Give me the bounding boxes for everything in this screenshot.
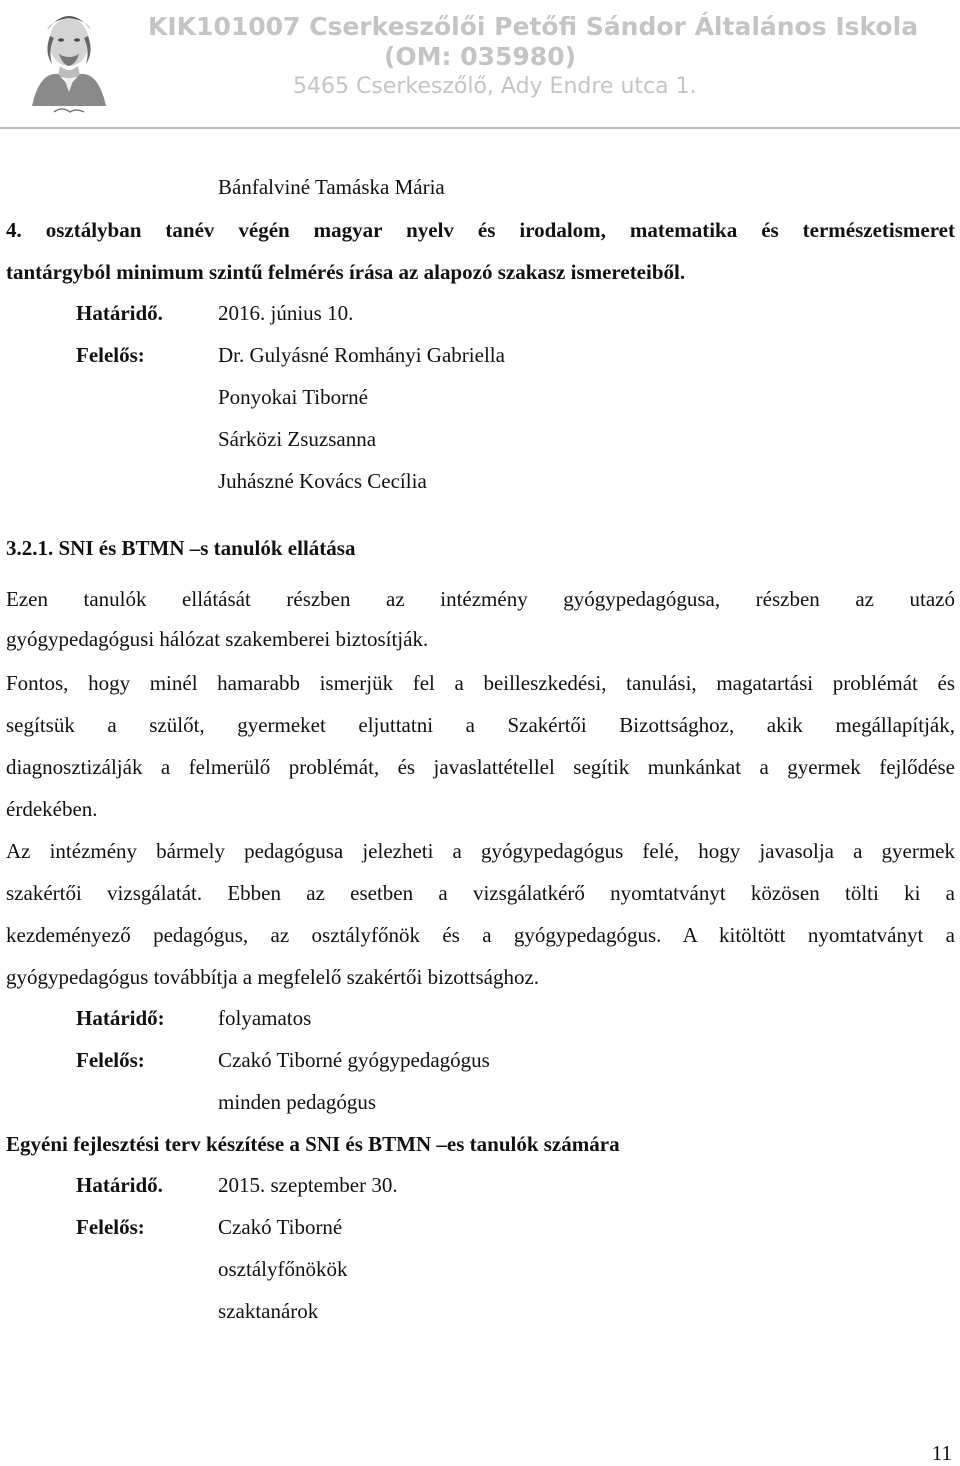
paragraph-line: gyógypedagógus továbbítja a megfelelő szakértői bizottsághoz. bbox=[6, 965, 540, 989]
responsible-item: Czakó Tiborné gyógypedagógus bbox=[218, 1048, 490, 1072]
responsible-item: Czakó Tiborné bbox=[218, 1215, 343, 1239]
responsible-item: Dr. Gulyásné Romhányi Gabriella bbox=[218, 343, 505, 367]
responsible-name-top: Bánfalviné Tamáska Mária bbox=[218, 175, 445, 199]
paragraph-line: kezdeményező pedagógus, az osztályfőnök és a gyógypedagógus. A kitöltött nyomtatványt a bbox=[6, 923, 955, 947]
paragraph-line: szakértői vizsgálatát. Ebben az esetben a vizsgálatkérő nyomtatványt közösen tölti ki a bbox=[6, 881, 955, 905]
deadline-value: 2016. június 10. bbox=[218, 301, 354, 325]
school-name: KIK101007 Cserkeszőlői Petőfi Sándor Általános Iskola bbox=[148, 12, 919, 41]
deadline-label: Határidő. bbox=[76, 1173, 163, 1197]
paragraph-line: Az intézmény bármely pedagógusa jelezheti a gyógypedagógus felé, hogy javasolja a gyermek bbox=[6, 839, 955, 863]
deadline-label: Határidő: bbox=[76, 1006, 165, 1030]
page-header bbox=[0, 0, 960, 130]
paragraph-line: gyógypedagógusi hálózat szakemberei biztosítják. bbox=[6, 627, 429, 651]
deadline-label: Határidő. bbox=[76, 301, 163, 325]
paragraph-line: Fontos, hogy minél hamarabb ismerjük fel a beilleszkedési, tanulási, magatartási problémát és bbox=[6, 671, 955, 695]
deadline-value: folyamatos bbox=[218, 1006, 312, 1030]
paragraph-line: Ezen tanulók ellátását részben az intézmény gyógypedagógusa, részben az utazó bbox=[6, 587, 955, 611]
section-heading: Egyéni fejlesztési terv készítése a SNI és BTMN –es tanulók számára bbox=[6, 1132, 620, 1156]
responsible-item: szaktanárok bbox=[218, 1299, 319, 1323]
paragraph-line: érdekében. bbox=[6, 797, 98, 821]
responsible-label: Felelős: bbox=[76, 343, 145, 367]
school-om-number: (OM: 035980) bbox=[383, 42, 577, 71]
responsible-item: minden pedagógus bbox=[218, 1090, 377, 1114]
page-number: 11 bbox=[931, 1441, 952, 1465]
task-line-2: tantárgyból minimum szintű felmérés írása az alapozó szakasz ismereteiből. bbox=[6, 260, 686, 284]
header-divider bbox=[0, 127, 960, 129]
paragraph-line: diagnosztizálják a felmerülő problémát, és javaslattétellel segítik munkánkat a gyermek fejlődése bbox=[6, 755, 955, 779]
responsible-label: Felelős: bbox=[76, 1048, 145, 1072]
section-heading: 3.2.1. SNI és BTMN –s tanulók ellátása bbox=[6, 536, 356, 560]
responsible-item: Juhászné Kovács Cecília bbox=[218, 469, 427, 493]
responsible-item: osztályfőnökök bbox=[218, 1257, 348, 1281]
school-address: 5465 Cserkeszőlő, Ady Endre utca 1. bbox=[293, 74, 697, 99]
deadline-value: 2015. szeptember 30. bbox=[218, 1173, 398, 1197]
paragraph-line: segítsük a szülőt, gyermeket eljuttatni a Szakértői Bizottsághoz, akik megállapítják, bbox=[6, 713, 955, 737]
task-line-1: 4. osztályban tanév végén magyar nyelv és irodalom, matematika és természetismeret bbox=[6, 218, 955, 242]
responsible-item: Ponyokai Tiborné bbox=[218, 385, 368, 409]
responsible-item: Sárközi Zsuzsanna bbox=[218, 427, 377, 451]
responsible-label: Felelős: bbox=[76, 1215, 145, 1239]
